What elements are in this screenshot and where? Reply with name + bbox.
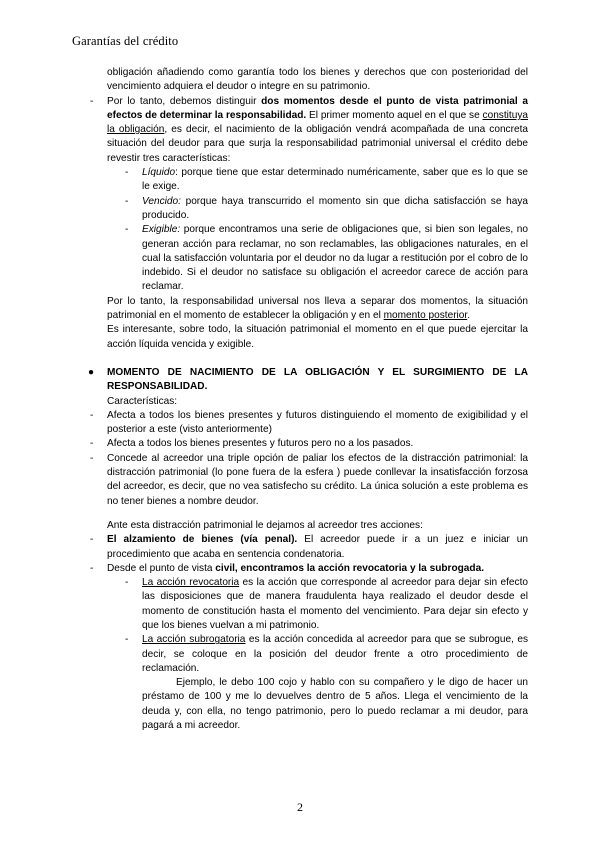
document-body bbox=[88, 66, 528, 733]
dash-marker: - bbox=[90, 95, 94, 107]
text-run: El acreedor puede ir a un juez e iniciar un procedimiento que acaba en sentencia condenatoria. bbox=[107, 534, 528, 560]
paragraph-continuation: obligación añadiendo como garantía todo los bienes y derechos que con posterioridad del vencimiento adquiera el deudor o integre en su patrimonio. bbox=[107, 67, 528, 93]
paragraph-tres-acciones: Ante esta distracción patrimonial le dejamos al acreedor tres acciones: bbox=[107, 519, 423, 531]
list-item-afecta-pasados bbox=[88, 437, 528, 451]
sub-item-subrogatoria bbox=[88, 633, 528, 676]
italic-term: Vencido: bbox=[142, 195, 181, 207]
dash-marker: - bbox=[125, 195, 129, 207]
dash-marker: - bbox=[125, 577, 129, 589]
page-header: Garantías del crédito bbox=[72, 34, 179, 48]
underlined-term: La acción revocatoria bbox=[142, 577, 240, 589]
bold-run: civil, encontramos la acción revocatoria y la subrogada. bbox=[215, 562, 485, 574]
spacer bbox=[88, 352, 528, 366]
underlined-run: constituya la obligación bbox=[107, 109, 528, 136]
text-run: . bbox=[467, 310, 471, 322]
sub-item-liquido bbox=[88, 166, 528, 195]
text-run: porque haya transcurrido el momento sin que dicha satisfacción se haya producido. bbox=[142, 195, 528, 221]
list-item-triple-opcion bbox=[88, 452, 528, 509]
sub-item-exigible bbox=[88, 223, 528, 294]
underlined-run: momento posterior bbox=[383, 310, 468, 322]
text-run: El primer momento aquel en el que se bbox=[306, 109, 483, 121]
dash-marker: - bbox=[90, 438, 94, 450]
bullet-icon: ● bbox=[88, 366, 95, 378]
dash-marker: - bbox=[125, 634, 129, 646]
paragraph-responsabilidad bbox=[88, 295, 528, 324]
dash-marker: - bbox=[90, 534, 94, 546]
section-heading-text: MOMENTO DE NACIMIENTO DE LA OBLIGACIÓN Y EL SURGIMIENTO DE LA RESPONSABILIDAD. bbox=[107, 366, 528, 393]
text-run: , es decir, el nacimiento de la obligación vendrá acompañada de una concreta situación del deudor para que surja la responsabilidad patrimonial universal el crédito debe revestir tres características: bbox=[107, 124, 528, 164]
list-item-alzamiento bbox=[88, 533, 528, 562]
characteristics-label: Características: bbox=[107, 395, 178, 407]
text-run: Afecta a todos los bienes presentes y futuros distinguiendo el momento de exigibilidad y el posterior a este (visto anteriormente) bbox=[107, 409, 528, 436]
text-run: porque encontramos una serie de obligaciones que, si bien son legales, no generan acción para reclamar, no son reclamables, las obligaciones naturales, en el cual la satisfacción voluntaria por el deudor no da lugar a restitución por el cobro de lo indebido. Si el deudor no satisface su obligación el acreedor carece de acción para reclamar. bbox=[142, 224, 528, 293]
paragraph-ejemplo bbox=[88, 676, 528, 733]
paragraph-interesante: Es interesante, sobre todo, la situación patrimonial el momento en el que puede ejercitar la acción líquida vencida y exigible. bbox=[107, 324, 528, 350]
list-item-civil bbox=[88, 562, 528, 576]
dash-marker: - bbox=[125, 224, 129, 236]
italic-term: Líquido bbox=[142, 167, 176, 179]
list-item-afecta-futuros bbox=[88, 409, 528, 438]
text-run: : porque tiene que estar determinado numéricamente, saber que es lo que se le exige. bbox=[142, 167, 528, 193]
sub-item-revocatoria bbox=[88, 576, 528, 633]
dash-marker: - bbox=[90, 452, 94, 464]
dash-marker: - bbox=[90, 562, 94, 574]
bold-run: dos momentos desde el punto de vista patrimonial a efectos de determinar la responsabilidad. bbox=[107, 95, 528, 121]
text-run: Desde el punto de vista bbox=[107, 562, 216, 574]
section-heading bbox=[88, 366, 528, 395]
italic-term: Exigible: bbox=[142, 224, 181, 236]
bold-run: El alzamiento de bienes (vía penal). bbox=[107, 534, 298, 546]
text-run: es la acción concedida al acreedor para que se subrogue, es decir, se coloque en la posición del deudor frente a otro procedimiento de reclamación. bbox=[142, 634, 528, 674]
text-run: Afecta a todos los bienes presentes y futuros pero no a los pasados. bbox=[107, 438, 414, 450]
page-number: 2 bbox=[297, 800, 303, 814]
dash-marker: - bbox=[125, 167, 129, 179]
spacer bbox=[88, 509, 528, 519]
text-run: Concede al acreedor una triple opción de paliar los efectos de la distracción patrimonial: la distracción patrimonial (lo pone fuera de la esfera ) puede conllevar la insatisfacción forzosa del acreedor, es decir, que no vea satisfecho su crédito. La única solución a este problema es no tener bienes a nombre deudor. bbox=[107, 452, 528, 507]
list-item-two-moments bbox=[88, 95, 528, 166]
text-run: Ejemplo, le debo 100 cojo y hablo con su compañero y le digo de hacer un préstamo de 100 y me lo devuelves dentro de 5 años. Llega el vencimiento de la deuda y, con ella, no tengo patrimonio, pero lo puedo reclamar a mi deudor, para pagará a mi acreedor. bbox=[142, 677, 528, 732]
text-run: Por lo tanto, la responsabilidad universal nos lleva a separar dos momentos, la situación patrimonial en el momento de establecer la obligación y en el bbox=[107, 295, 528, 322]
text-run: Por lo tanto, debemos distinguir bbox=[107, 95, 262, 107]
text-run: es la acción que corresponde al acreedor para dejar sin efecto las disposiciones que de manera fraudulenta haya realizado el deudor desde el momento de constitución hasta el momento del vencimiento. Para dejar sin efecto y que los bienes vuelvan a mi patrimonio. bbox=[142, 577, 528, 631]
dash-marker: - bbox=[90, 409, 94, 421]
sub-item-vencido bbox=[88, 195, 528, 224]
underlined-term: La acción subrogatoria bbox=[142, 634, 246, 646]
